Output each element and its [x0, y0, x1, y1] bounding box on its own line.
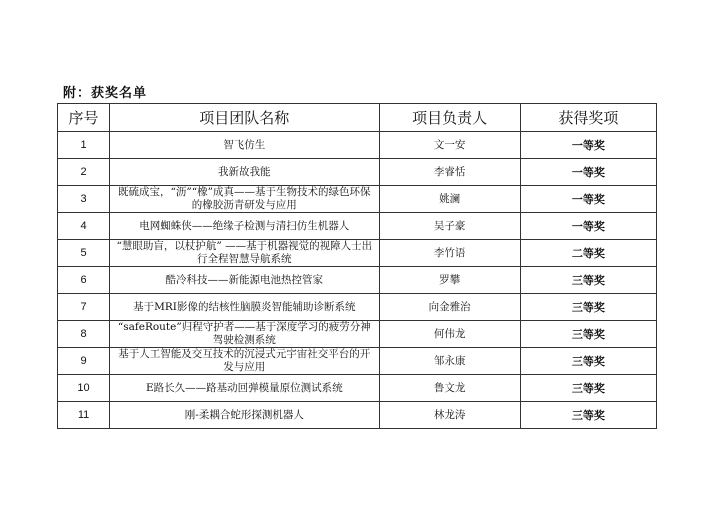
- page-caption: 附：获奖名单: [63, 86, 148, 101]
- header-award: 获得奖项: [520, 104, 656, 132]
- award-list-table: [57, 103, 657, 429]
- table-row: [58, 294, 657, 321]
- row-team-name: 既硫成宝，“沥”“橡”成真——基于生物技术的绿色环保的橡胶沥青研发与应用: [110, 186, 379, 213]
- row-project-lead: 罗攀: [379, 267, 520, 294]
- row-award: 三等奖: [520, 267, 656, 294]
- row-award: 一等奖: [520, 186, 656, 213]
- row-project-lead: 李睿恬: [379, 159, 520, 186]
- row-no: 1: [58, 132, 110, 159]
- row-award: 三等奖: [520, 402, 656, 429]
- table-body: [58, 132, 657, 429]
- row-no: 5: [58, 240, 110, 267]
- row-no: 9: [58, 348, 110, 375]
- table-row: [58, 186, 657, 213]
- row-project-lead: 文一安: [379, 132, 520, 159]
- table-row: [58, 240, 657, 267]
- row-award: 一等奖: [520, 132, 656, 159]
- table-row: [58, 213, 657, 240]
- row-project-lead: 何伟龙: [379, 321, 520, 348]
- table-row: [58, 267, 657, 294]
- table-row: [58, 348, 657, 375]
- table-row: [58, 159, 657, 186]
- row-no: 8: [58, 321, 110, 348]
- row-no: 7: [58, 294, 110, 321]
- row-project-lead: 鲁文龙: [379, 375, 520, 402]
- row-team-name: 基于MRI影像的结核性脑膜炎智能辅助诊断系统: [110, 294, 379, 321]
- row-award: 三等奖: [520, 348, 656, 375]
- header-no: 序号: [58, 104, 110, 132]
- row-project-lead: 林龙涛: [379, 402, 520, 429]
- row-no: 6: [58, 267, 110, 294]
- row-award: 一等奖: [520, 159, 656, 186]
- row-team-name: 酷冷科技——新能源电池热控管家: [110, 267, 379, 294]
- table-header-row: [58, 104, 657, 132]
- row-team-name: E路长久——路基动回弹模量原位测试系统: [110, 375, 379, 402]
- row-award: 三等奖: [520, 294, 656, 321]
- row-award: 一等奖: [520, 213, 656, 240]
- row-team-name: 智飞仿生: [110, 132, 379, 159]
- row-no: 3: [58, 186, 110, 213]
- row-award: 三等奖: [520, 321, 656, 348]
- table-row: [58, 132, 657, 159]
- row-no: 2: [58, 159, 110, 186]
- row-project-lead: 李竹语: [379, 240, 520, 267]
- row-team-name: “safeRoute”归程守护者——基于深度学习的疲劳分神驾驶检测系统: [110, 321, 379, 348]
- header-team-name: 项目团队名称: [110, 104, 379, 132]
- row-project-lead: 向金雅治: [379, 294, 520, 321]
- row-award: 二等奖: [520, 240, 656, 267]
- row-team-name: “慧眼助盲，以杖护航” ——基于机器视觉的视障人士出行全程智慧导航系统: [110, 240, 379, 267]
- row-team-name: 我新故我能: [110, 159, 379, 186]
- row-project-lead: 吴子豪: [379, 213, 520, 240]
- table-row: [58, 321, 657, 348]
- row-no: 11: [58, 402, 110, 429]
- row-award: 三等奖: [520, 375, 656, 402]
- header-project-lead: 项目负责人: [379, 104, 520, 132]
- row-team-name: 刚-柔耦合蛇形探测机器人: [110, 402, 379, 429]
- row-no: 4: [58, 213, 110, 240]
- table-row: [58, 375, 657, 402]
- row-project-lead: 姚澜: [379, 186, 520, 213]
- row-project-lead: 邹永康: [379, 348, 520, 375]
- row-team-name: 基于人工智能及交互技术的沉浸式元宇宙社交平台的开发与应用: [110, 348, 379, 375]
- row-no: 10: [58, 375, 110, 402]
- table-row: [58, 402, 657, 429]
- row-team-name: 电网蜘蛛侠——绝缘子检测与清扫仿生机器人: [110, 213, 379, 240]
